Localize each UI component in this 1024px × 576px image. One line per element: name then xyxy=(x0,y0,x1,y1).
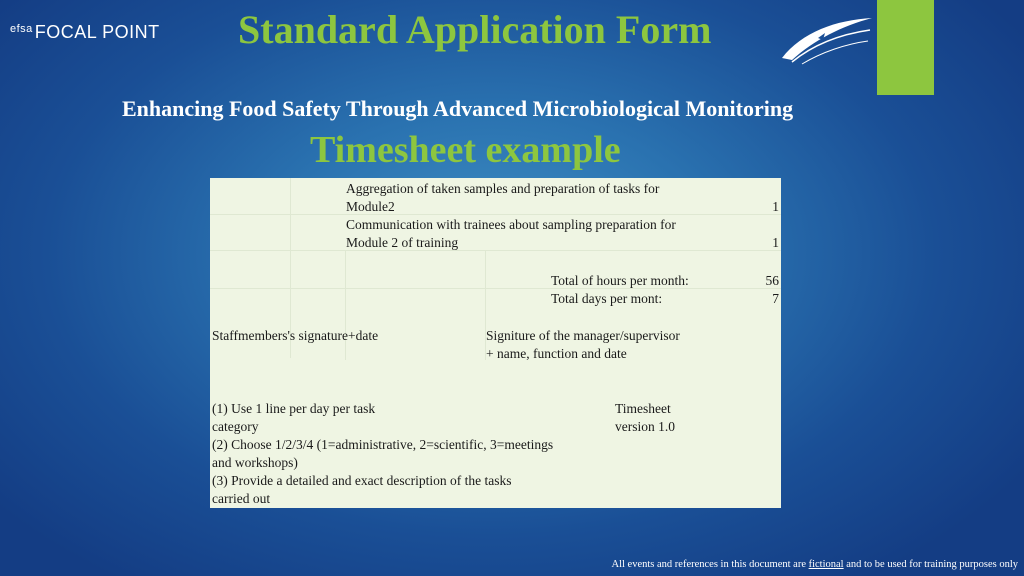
swoosh-logo-icon xyxy=(778,14,876,66)
manager-signature-line1: Signiture of the manager/supervisor xyxy=(486,328,680,343)
manager-signature-line2: + name, function and date xyxy=(486,346,627,361)
total-hours-value: 56 xyxy=(765,273,779,288)
staff-signature-label: Staffmembers's signature+date xyxy=(212,328,379,343)
total-days-value: 7 xyxy=(772,291,779,306)
footer-disclaimer xyxy=(612,559,1018,570)
task1-description-line1: Aggregation of taken samples and preparation of tasks for xyxy=(346,181,660,196)
efsa-focal-point-logo xyxy=(10,22,160,43)
footer-text-after: and to be used for training purposes only xyxy=(843,559,1018,570)
total-days-label: Total days per mont: xyxy=(551,291,663,306)
version-line2: version 1.0 xyxy=(615,419,675,434)
note2-line1: (2) Choose 1/2/3/4 (1=administrative, 2=scientific, 3=meetings xyxy=(212,437,554,452)
task2-hours-value: 1 xyxy=(772,235,779,250)
version-line1: Timesheet xyxy=(615,401,671,416)
focal-point-logo-text: FOCAL POINT xyxy=(34,22,160,42)
task2-description-line2: Module 2 of training xyxy=(346,235,459,250)
task2-description-line1: Communication with trainees about sampling preparation for xyxy=(346,217,676,232)
task1-description-line2: Module2 xyxy=(346,199,395,214)
footer-text-before: All events and references in this document are xyxy=(611,559,809,570)
note3-line2: carried out xyxy=(212,491,271,506)
note1-line1: (1) Use 1 line per day per task xyxy=(212,401,376,416)
note3-line1: (3) Provide a detailed and exact description of the tasks xyxy=(212,473,512,488)
timesheet-table xyxy=(210,178,781,508)
total-hours-label: Total of hours per month: xyxy=(551,273,689,288)
efsa-logo-text: efsa xyxy=(10,23,33,35)
note1-line2: category xyxy=(212,419,259,434)
subtitle: Enhancing Food Safety Through Advanced Microbiological Monitoring xyxy=(122,96,794,121)
page-title: Standard Application Form xyxy=(238,7,712,52)
section-title: Timesheet example xyxy=(310,129,621,171)
note2-line2: and workshops) xyxy=(212,455,298,470)
task1-hours-value: 1 xyxy=(772,199,779,214)
footer-fictional-link[interactable]: fictional xyxy=(808,559,844,570)
accent-bar xyxy=(877,0,934,95)
